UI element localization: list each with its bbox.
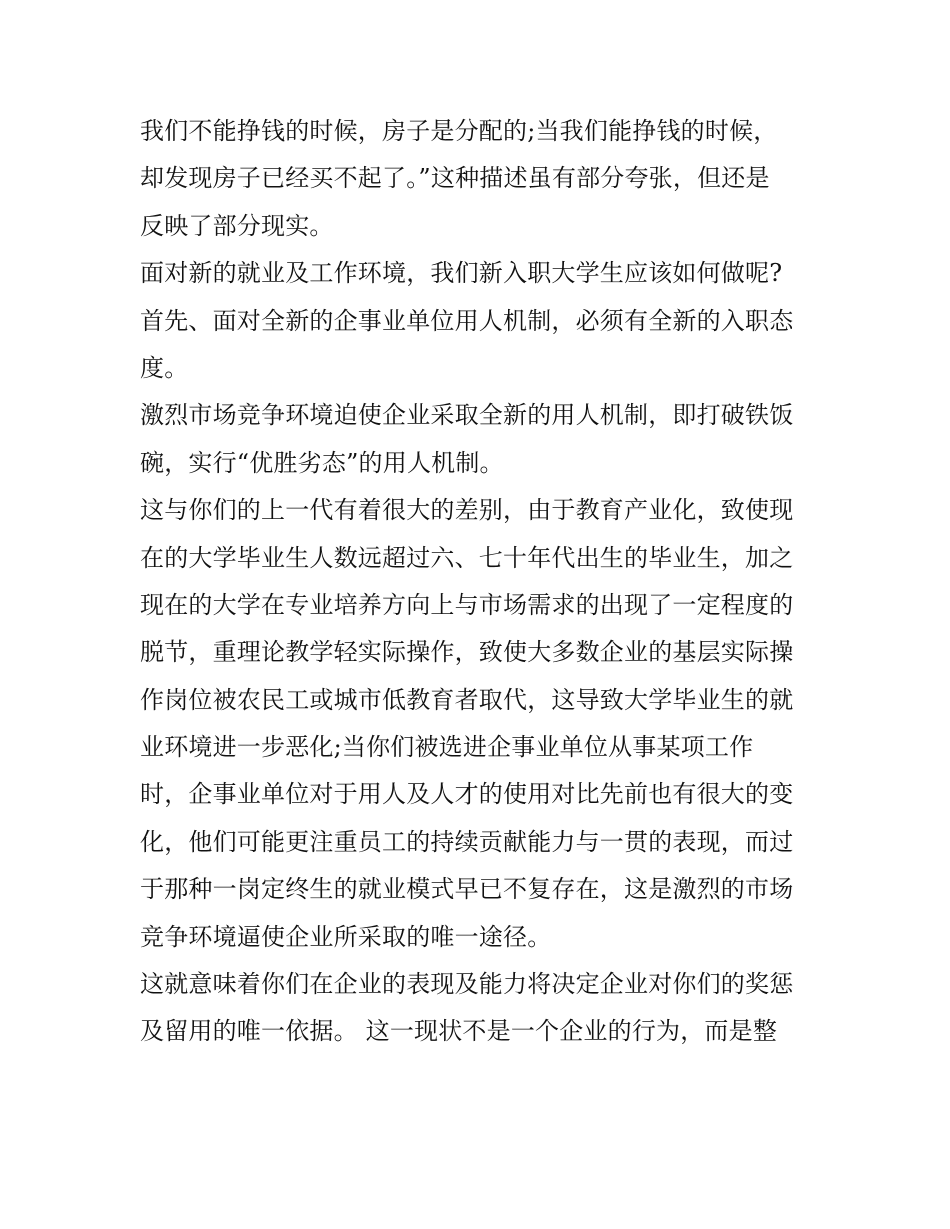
text-line: 激烈市场竞争环境迫使企业采取全新的用人机制，即打破铁饭 <box>140 401 794 430</box>
text-line: 首先、面对全新的企事业单位用人机制，必须有全新的入职态 <box>140 306 794 335</box>
text-line: 业环境进一步恶化;当你们被选进企事业单位从事某项工作 <box>140 733 754 762</box>
text-line: 度。 <box>140 353 189 382</box>
text-line: 化，他们可能更注重员工的持续贡献能力与一贯的表现，而过 <box>140 827 794 856</box>
text-line: 现在的大学在专业培养方向上与市场需求的出现了一定程度的 <box>140 590 794 619</box>
text-line: 反映了部分现实。 <box>140 211 334 240</box>
text-line: 碗，实行“优胜劣态”的用人机制。 <box>140 448 504 477</box>
document-body <box>140 108 820 1056</box>
text-line: 作岗位被农民工或城市低教育者取代，这导致大学毕业生的就 <box>140 685 794 714</box>
text-line: 时，企事业单位对于用人及人才的使用对比先前也有很大的变 <box>140 780 794 809</box>
text-line: 脱节，重理论教学轻实际操作，致使大多数企业的基层实际操 <box>140 638 794 667</box>
text-line: 却发现房子已经买不起了。”这种描述虽有部分夸张，但还是 <box>140 164 770 193</box>
text-line: 这与你们的上一代有着很大的差别，由于教育产业化，致使现 <box>140 496 794 525</box>
text-line: 我们不能挣钱的时候，房子是分配的;当我们能挣钱的时候， <box>140 117 778 145</box>
text-line: 竞争环境逼使企业所采取的唯一途径。 <box>140 922 552 951</box>
text-line: 在的大学毕业生人数远超过六、七十年代出生的毕业生，加之 <box>140 543 794 572</box>
text-line: 面对新的就业及工作环境，我们新入职大学生应该如何做呢? <box>140 259 783 288</box>
text-line: 及留用的唯一依据。 这一现状不是一个企业的行为，而是整 <box>140 1017 778 1046</box>
text-line: 这就意味着你们在企业的表现及能力将决定企业对你们的奖惩 <box>140 970 794 999</box>
text-line: 于那种一岗定终生的就业模式早已不复存在，这是激烈的市场 <box>140 875 794 904</box>
